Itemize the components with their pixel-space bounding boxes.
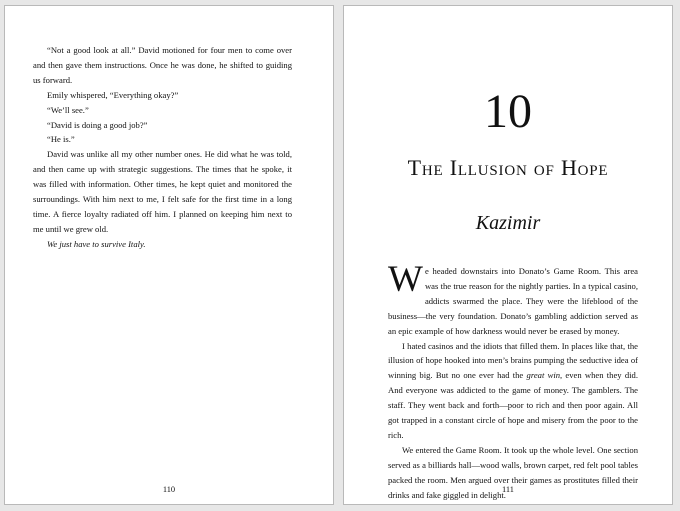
paragraph-text: David was unlike all my other number ones. He did what he was told, and then came up with strategic suggestions. The times that he spoke, it was filled with information. Other times, he kept quiet and monitored the surroundings. With him next to me, I felt safe for the first time in a long time. A fierce loyalty radiated off him. I planned on keeping him next to me until we grew old. <box>33 149 292 234</box>
chapter-number: 10 <box>484 85 532 138</box>
paragraph-p7 <box>33 237 292 252</box>
italic-text: great win <box>526 370 561 381</box>
paragraph-text: “Not a good look at all.” David motioned for four men to come over and then gave them instructions. Once he was done, he shifted to guiding us forward. <box>33 45 292 85</box>
right-page-body <box>388 259 638 503</box>
paragraph-p4 <box>33 118 292 133</box>
right-page-number: 111 <box>502 485 514 494</box>
left-page-number: 110 <box>162 485 176 494</box>
paragraph-p1 <box>33 43 292 88</box>
chapter-opening-paragraph <box>388 259 638 339</box>
paragraph-p6 <box>33 147 292 236</box>
right-page <box>343 5 673 505</box>
paragraph-text: Emily whispered, “Everything okay?” <box>47 89 179 100</box>
left-page <box>4 5 334 505</box>
drop-cap: W <box>388 259 423 300</box>
paragraph-text: “He is.” <box>47 134 75 145</box>
paragraph-text: , even when they did. And everyone was addicted to the game of money. The gamblers. The staff. They went back and forth—poor to rich and then poor again. All got trapped in a constant circle of hope and misery from the poor to the rich. <box>388 370 638 440</box>
left-page-body <box>33 43 292 252</box>
opening-paragraph-text: e headed downstairs into Donato’s Game Room. This area was the true reason for the nightly parties. In a typical casino, addicts swarmed the place. They were the lifeblood of the business—the very foundation. Donato’s gambling addiction served as an epic example of how darkness would never be erased by money. <box>388 266 638 336</box>
pov-character-name: Kazimir <box>475 212 541 234</box>
paragraph-p2 <box>33 88 292 103</box>
paragraph-text: I hated casinos and the idiots that filled them. In places like that, the illusion of hope hooked into men’s brains pumping the seductive idea of winning big. But no one ever had the <box>388 340 638 381</box>
chapter-title: The Illusion of Hope <box>407 155 609 180</box>
paragraph-p5 <box>33 132 292 147</box>
paragraph-p3 <box>33 103 292 118</box>
italic-text: We just have to survive Italy. <box>47 238 146 249</box>
paragraph-text: “David is doing a good job?” <box>47 119 148 130</box>
paragraph-p2 <box>388 339 638 443</box>
paragraph-text: “We’ll see.” <box>47 104 89 115</box>
right-page-paragraphs <box>388 339 638 503</box>
paragraph-text: We entered the Game Room. It took up the whole level. One section served as a billiards hall—wood walls, brown carpet, red felt pool tables packed the room. Men argued over their games as prostitutes filled their drinks and fake giggled in delight. <box>388 444 638 500</box>
